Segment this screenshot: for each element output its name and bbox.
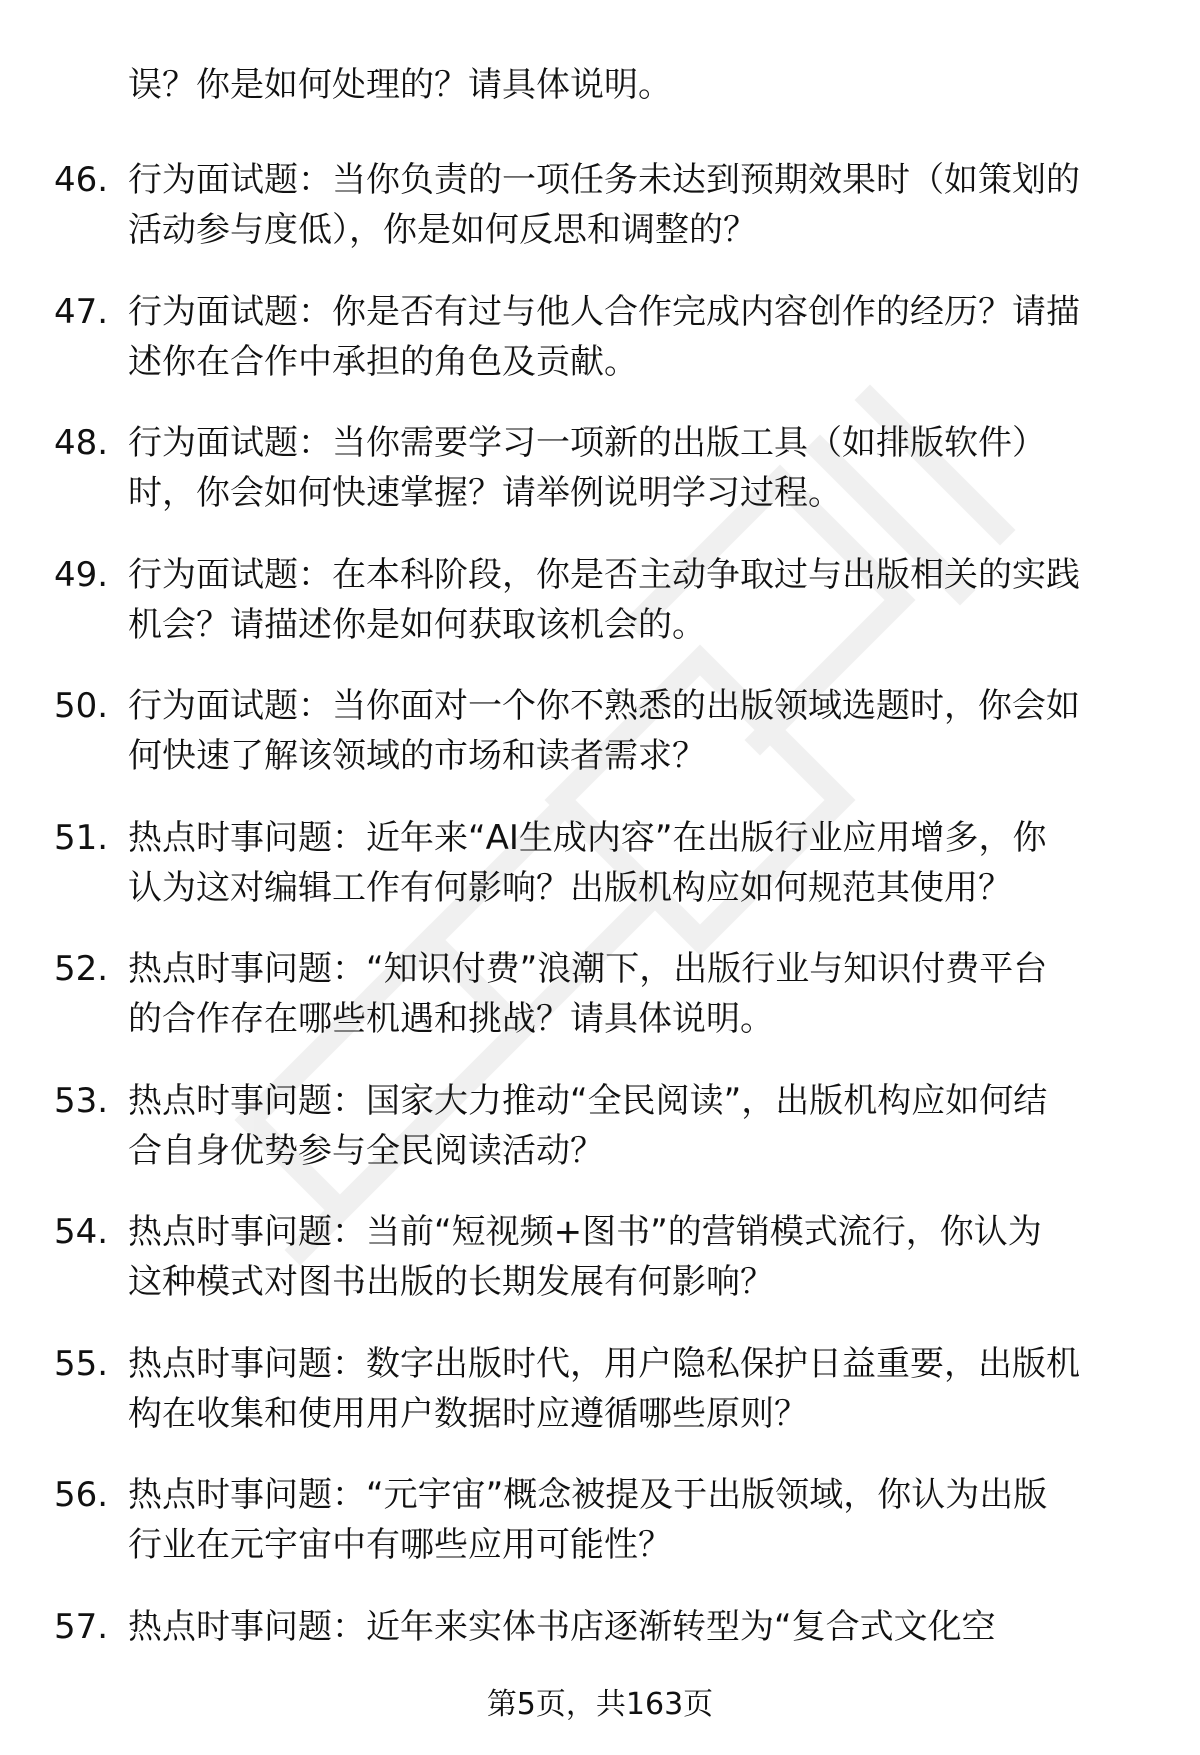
- question-item: [0, 1470, 1200, 1602]
- question-text-line: 行为面试题：你是否有过与他人合作完成内容创作的经历？请描: [128, 291, 1080, 332]
- question-text-line: 活动参与度低），你是如何反思和调整的？: [128, 210, 757, 250]
- question-text-line: 的合作存在哪些机遇和挑战？请具体说明。: [128, 999, 774, 1039]
- question-number: 48.: [54, 423, 109, 463]
- question-text-line: 行为面试题：在本科阶段，你是否主动争取过与出版相关的实践: [128, 554, 1080, 595]
- question-item: [0, 1076, 1200, 1208]
- question-text-line: 热点时事问题：“元宇宙”概念被提及于出版领域，你认为出版: [128, 1475, 1048, 1515]
- question-number: 46.: [54, 160, 109, 200]
- question-text: [128, 1076, 1047, 1176]
- question-text-line: 述你在合作中承担的角色及贡献。: [128, 341, 638, 382]
- question-item: [0, 418, 1200, 550]
- question-text-line: 合自身优势参与全民阅读活动？: [128, 1130, 604, 1171]
- question-text-line: 热点时事问题：当前“短视频+图书”的营销模式流行，你认为: [128, 1212, 1042, 1252]
- question-item: [0, 944, 1200, 1076]
- question-number: 51.: [54, 817, 109, 858]
- question-number: 56.: [54, 1475, 109, 1515]
- question-text-line: 时，你会如何快速掌握？请举例说明学习过程。: [128, 473, 842, 513]
- question-number: 50.: [54, 686, 109, 726]
- question-item: [0, 1339, 1200, 1471]
- continued-question-text: 误？你是如何处理的？请具体说明。: [128, 65, 672, 105]
- question-text: [128, 1602, 996, 1652]
- question-text-line: 热点时事问题：数字出版时代，用户隐私保护日益重要，出版机: [128, 1343, 1080, 1384]
- question-text: [128, 418, 1046, 518]
- question-text-line: 何快速了解该领域的市场和读者需求？: [128, 736, 706, 776]
- question-item: [0, 550, 1200, 682]
- question-item: [0, 1207, 1200, 1339]
- question-text-line: 认为这对编辑工作有何影响？出版机构应如何规范其使用？: [128, 867, 1012, 908]
- question-text-line: 热点时事问题：国家大力推动“全民阅读”，出版机构应如何结: [128, 1080, 1048, 1121]
- question-number: 53.: [54, 1080, 109, 1121]
- question-item: [0, 155, 1200, 287]
- question-text: [128, 813, 1047, 913]
- question-text-line: 热点时事问题：近年来“AI生成内容”在出版行业应用增多，你: [128, 817, 1047, 858]
- question-text-line: 行为面试题：当你需要学习一项新的出版工具（如排版软件）: [128, 423, 1046, 463]
- question-text-line: 行为面试题：当你面对一个你不熟悉的出版领域选题时，你会如: [128, 686, 1080, 726]
- question-text-line: 机会？请描述你是如何获取该机会的。: [128, 604, 706, 645]
- page-footer: 第5页，共163页: [486, 1687, 714, 1722]
- question-number: 54.: [54, 1212, 109, 1252]
- question-number: 47.: [54, 291, 109, 332]
- question-item: [0, 813, 1200, 945]
- question-text-line: 构在收集和使用用户数据时应遵循哪些原则？: [128, 1393, 808, 1434]
- question-text-line: 行业在元宇宙中有哪些应用可能性？: [128, 1525, 672, 1565]
- question-text: [128, 944, 1047, 1044]
- question-item: [0, 681, 1200, 813]
- question-number: 55.: [54, 1343, 109, 1384]
- question-text: [128, 681, 1080, 781]
- question-item: [0, 287, 1200, 419]
- question-text: [128, 550, 1080, 650]
- question-text: [128, 1339, 1080, 1439]
- question-text: [128, 287, 1080, 387]
- question-number: 49.: [54, 554, 109, 595]
- question-number: 52.: [54, 949, 109, 989]
- question-text: [128, 155, 1080, 255]
- question-text-line: 热点时事问题：“知识付费”浪潮下，出版行业与知识付费平台: [128, 949, 1048, 989]
- question-text-line: 这种模式对图书出版的长期发展有何影响？: [128, 1262, 774, 1302]
- question-text: [128, 1207, 1042, 1307]
- question-number: 57.: [54, 1606, 109, 1647]
- question-list: [0, 155, 1200, 1733]
- question-text-line: 行为面试题：当你负责的一项任务未达到预期效果时（如策划的: [128, 160, 1080, 200]
- question-text-line: 热点时事问题：近年来实体书店逐渐转型为“复合式文化空: [128, 1606, 996, 1647]
- question-text: [128, 1470, 1047, 1570]
